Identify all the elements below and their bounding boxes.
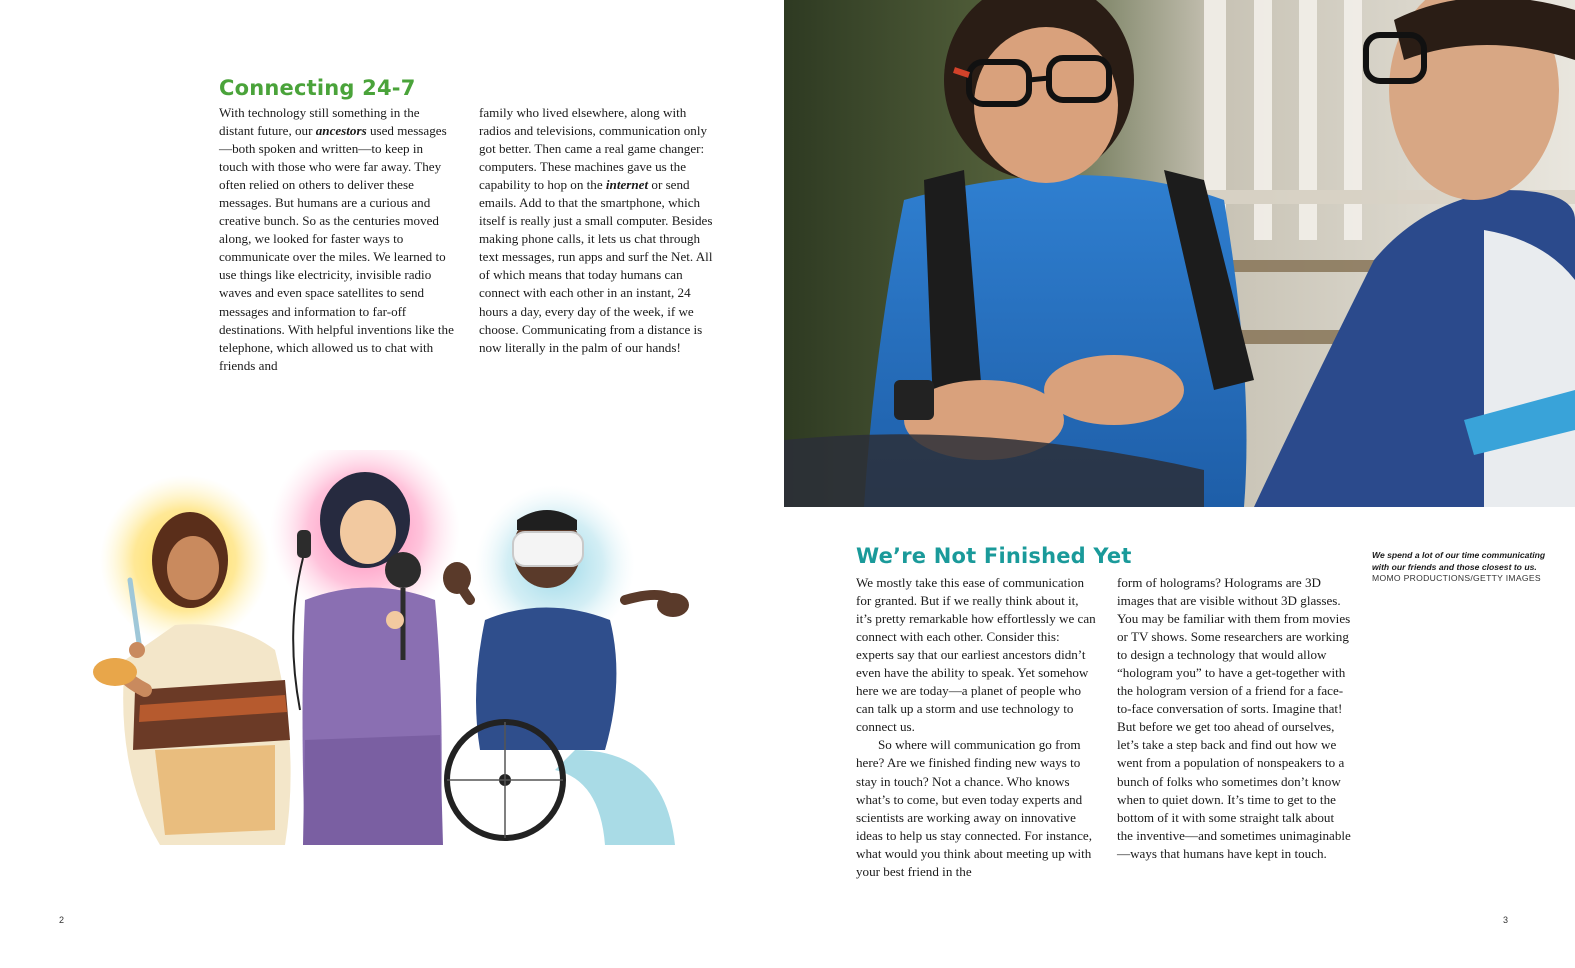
term-ancestors: ancestors: [315, 123, 367, 139]
text-run: With technology still something in the distant future, our: [219, 105, 420, 139]
not-finished-column-2: [1117, 574, 1353, 863]
heading-not-finished: We’re Not Finished Yet: [856, 544, 1132, 568]
paragraph: So where will communication go from here? Are we finished finding new ways to stay in touch? Not a chance. Who knows what’s to come, but even today experts and scientists are working away on innovative ideas to help us stay connected. For instance, what would you think about meeting up with your best friend in the: [856, 737, 1092, 879]
connecting-column-2: [479, 104, 715, 357]
heading-connecting: Connecting 24-7: [219, 76, 416, 100]
text-run: or send emails. Add to that the smartphone, which itself is really just a small computer. Besides making phone calls, it lets us chat through text messages, run apps and surf the Net. All of which means that today humans can connect with each other in an instant, 24 hours a day, every day of the week, if we choose. Communicating from a distance is now literally in the palm of our hands!: [479, 177, 713, 355]
text-run: used messages—both spoken and written—to keep in touch with those who were far away. They often relied on others to deliver these messages. But humans are a curious and creative bunch. So as the centuries moved along, we looked for faster ways to communicate over the miles. We learned to use things like electricity, invisible radio waves and even space satellites to send messages and information to far-off destinations. With helpful inventions like the telephone, which allowed us to chat with friends and: [219, 123, 454, 373]
caption-text: We spend a lot of our time communicating with our friends and those closest to us.: [1372, 550, 1546, 572]
illustration-three-communicators: [85, 450, 705, 860]
photo-two-boys-talking: [784, 0, 1575, 507]
photo-caption: [1372, 550, 1552, 585]
page-number-left: 2: [59, 915, 65, 925]
term-internet: internet: [605, 177, 649, 193]
paragraph: We mostly take this ease of communication for granted. But if we really think about it, it’s pretty remarkable how effortlessly we can connect with each other. Consider this: experts say that our earliest ancestors didn’t even have the ability to speak. Yet somehow here we are today—a planet of people who can talk up a storm and use technology to connect us.: [856, 575, 1096, 735]
text-run: family who lived elsewhere, along with radios and televisions, communication only got better. Then came a real game changer: computers. These machines gave us the capability to hop on the: [479, 105, 708, 193]
page-number-right: 3: [1503, 915, 1509, 925]
photo-credit: MOMO PRODUCTIONS/GETTY IMAGES: [1372, 573, 1541, 583]
paragraph: form of holograms? Holograms are 3D images that are visible without 3D glasses. You may be familiar with them from movies or TV shows. Some researchers are working to design a technology that would allow “hologram you” to have a get-together with the hologram version of a friend for a face-to-face conversation of sorts. Imagine that! But before we get too ahead of ourselves, let’s take a step back and find out how we went from a population of nonspeakers to a bunch of folks who sometimes don’t know when to quiet down. It’s time to get to the bottom of it with some straight talk about the inventive—and sometimes unimaginable—ways that humans have kept in touch.: [1117, 575, 1351, 861]
not-finished-column-1: [856, 574, 1096, 881]
connecting-column-1: [219, 104, 455, 375]
